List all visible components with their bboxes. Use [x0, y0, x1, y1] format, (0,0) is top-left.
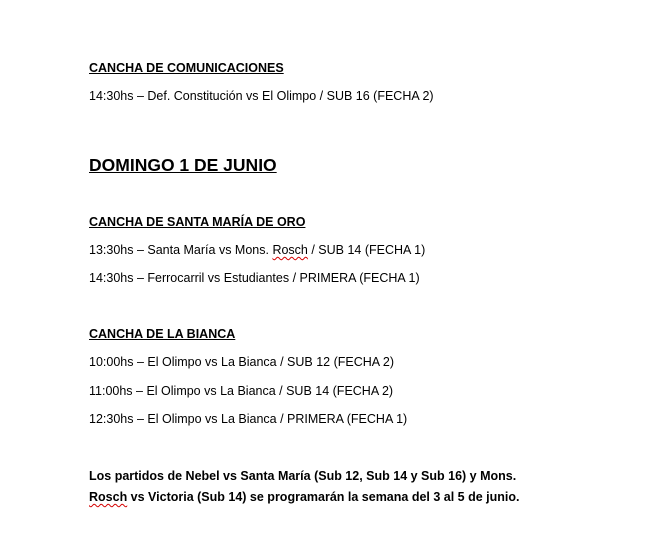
match-text: / SUB 14 (FECHA 1) [307, 243, 426, 257]
venue-heading-la-bianca: CANCHA DE LA BIANCA [89, 327, 236, 341]
match-line: 12:30hs – El Olimpo vs La Bianca / PRIMERA (FECHA 1) [89, 412, 408, 426]
day-heading: DOMINGO 1 DE JUNIO [89, 155, 277, 175]
match-line: 14:30hs – Def. Constitución vs El Olimpo / SUB 16 (FECHA 2) [89, 89, 434, 103]
match-line: 10:00hs – El Olimpo vs La Bianca / SUB 12 (FECHA 2) [89, 355, 394, 369]
note-text: vs Victoria (Sub 14) se programarán la semana del 3 al 5 de junio. [127, 490, 520, 504]
misspelled-word: Rosch [89, 490, 128, 504]
match-line: 14:30hs – Ferrocarril vs Estudiantes / PRIMERA (FECHA 1) [89, 271, 420, 285]
schedule-note [89, 466, 559, 508]
misspelled-word: Rosch [272, 243, 308, 257]
note-line-2 [89, 487, 559, 508]
venue-heading-comunicaciones: CANCHA DE COMUNICACIONES [89, 61, 284, 75]
note-line-1: Los partidos de Nebel vs Santa María (Sub 12, Sub 14 y Sub 16) y Mons. [89, 469, 517, 483]
match-line: 11:00hs – El Olimpo vs La Bianca / SUB 14 (FECHA 2) [89, 384, 394, 398]
venue-heading-santa-maria: CANCHA DE SANTA MARÍA DE ORO [89, 215, 306, 229]
match-line [89, 242, 425, 258]
match-text: 13:30hs – Santa María vs Mons. [89, 243, 273, 257]
